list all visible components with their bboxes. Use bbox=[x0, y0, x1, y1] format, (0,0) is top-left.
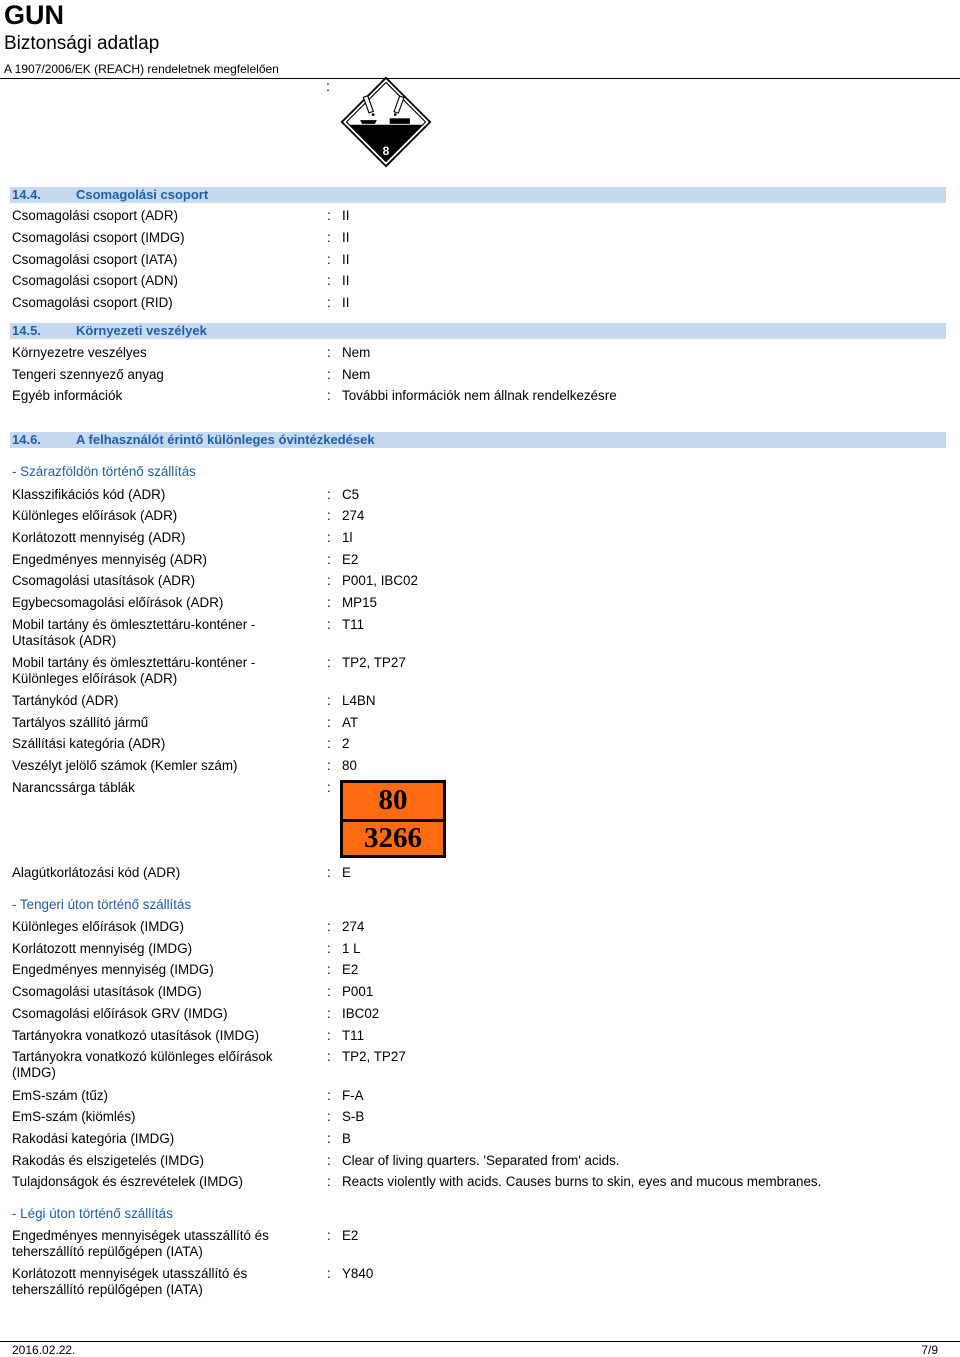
row-value: P001 bbox=[342, 984, 374, 999]
row-colon: : bbox=[327, 1228, 331, 1243]
row-value: P001, IBC02 bbox=[342, 573, 418, 588]
row-value: 1l bbox=[342, 530, 353, 545]
section-14-5-heading bbox=[10, 323, 946, 339]
row-value: B bbox=[342, 1131, 351, 1146]
row-label: Klasszifikációs kód (ADR) bbox=[12, 487, 166, 502]
row-value: Nem bbox=[342, 367, 371, 382]
row-label: Alagútkorlátozási kód (ADR) bbox=[12, 865, 181, 880]
row-label: Tartányokra vonatkozó utasítások (IMDG) bbox=[12, 1028, 260, 1043]
row-value: T11 bbox=[342, 1028, 365, 1043]
section-number: 14.5. bbox=[12, 323, 41, 338]
row-colon: : bbox=[327, 295, 331, 310]
row-value: AT bbox=[342, 715, 359, 730]
section-number: 14.6. bbox=[12, 432, 41, 447]
row-colon: : bbox=[327, 984, 331, 999]
regulation-note: A 1907/2006/EK (REACH) rendeletnek megfelelően bbox=[4, 62, 279, 76]
row-value: F-A bbox=[342, 1088, 364, 1103]
row-label: Narancssárga táblák bbox=[12, 780, 135, 795]
section-title: Csomagolási csoport bbox=[76, 187, 209, 202]
row-colon: : bbox=[327, 508, 331, 523]
row-value: L4BN bbox=[342, 693, 376, 708]
row-label: Környezetre veszélyes bbox=[12, 345, 147, 360]
row-value: S-B bbox=[342, 1109, 365, 1124]
row-label: Engedményes mennyiség (IMDG) bbox=[12, 962, 214, 977]
row-colon: : bbox=[327, 573, 331, 588]
row-label: Tulajdonságok és észrevételek (IMDG) bbox=[12, 1174, 243, 1189]
row-value: E2 bbox=[342, 1228, 359, 1243]
row-colon: : bbox=[327, 1088, 331, 1103]
row-label: Csomagolási csoport (ADN) bbox=[12, 273, 178, 288]
row-colon: : bbox=[327, 1153, 331, 1168]
row-value: Reacts violently with acids. Causes burns to skin, eyes and mucous membranes. bbox=[342, 1174, 822, 1189]
row-colon: : bbox=[327, 1006, 331, 1021]
row-colon: : bbox=[327, 1109, 331, 1124]
row-label: Csomagolási utasítások (IMDG) bbox=[12, 984, 202, 999]
sea-transport-heading: - Tengeri úton történő szállítás bbox=[12, 897, 192, 912]
row-colon: : bbox=[327, 1028, 331, 1043]
row-label: Csomagolási csoport (RID) bbox=[12, 295, 173, 310]
header-divider bbox=[0, 78, 960, 79]
pictogram-colon: : bbox=[326, 78, 330, 94]
row-label: Korlátozott mennyiségek utasszállító és teherszállító repülőgépen (IATA) bbox=[12, 1266, 248, 1297]
row-value: 1 L bbox=[342, 941, 361, 956]
row-colon: : bbox=[327, 230, 331, 245]
row-colon: : bbox=[327, 780, 331, 795]
air-transport-heading: - Légi úton történő szállítás bbox=[12, 1206, 173, 1221]
row-value: TP2, TP27 bbox=[342, 1049, 406, 1064]
row-colon: : bbox=[327, 552, 331, 567]
row-colon: : bbox=[327, 595, 331, 610]
row-value: 80 bbox=[342, 758, 357, 773]
row-label: Szállítási kategória (ADR) bbox=[12, 736, 166, 751]
row-colon: : bbox=[327, 1266, 331, 1281]
row-label: Egyéb információk bbox=[12, 388, 123, 403]
row-value: II bbox=[342, 252, 350, 267]
row-label: Rakodási kategória (IMDG) bbox=[12, 1131, 175, 1146]
row-value: E2 bbox=[342, 962, 359, 977]
row-colon: : bbox=[327, 655, 331, 670]
row-colon: : bbox=[327, 617, 331, 632]
row-label: Tartányokra vonatkozó különleges előírások (IMDG) bbox=[12, 1049, 273, 1080]
row-value: T11 bbox=[342, 617, 365, 632]
document-header bbox=[4, 0, 279, 76]
row-colon: : bbox=[327, 919, 331, 934]
row-value: Y840 bbox=[342, 1266, 374, 1281]
row-label: Különleges előírások (IMDG) bbox=[12, 919, 184, 934]
row-colon: : bbox=[327, 252, 331, 267]
row-label: Csomagolási utasítások (ADR) bbox=[12, 573, 196, 588]
footer-divider bbox=[0, 1341, 960, 1342]
row-value: E2 bbox=[342, 552, 359, 567]
row-value: 274 bbox=[342, 919, 365, 934]
hazard-id-number: 80 bbox=[378, 784, 408, 816]
row-label: Korlátozott mennyiség (ADR) bbox=[12, 530, 186, 545]
row-colon: : bbox=[327, 273, 331, 288]
row-colon: : bbox=[327, 758, 331, 773]
section-title: A felhasználót érintő különleges óvintézkedések bbox=[76, 432, 375, 447]
row-value: IBC02 bbox=[342, 1006, 380, 1021]
un-number: 3266 bbox=[364, 822, 422, 854]
row-colon: : bbox=[327, 1131, 331, 1146]
row-label: Rakodás és elszigetelés (IMDG) bbox=[12, 1153, 205, 1168]
footer-page-number: 7/9 bbox=[921, 1343, 938, 1357]
row-colon: : bbox=[327, 530, 331, 545]
footer-date: 2016.02.22. bbox=[12, 1343, 76, 1357]
row-label: Engedményes mennyiségek utasszállító és teherszállító repülőgépen (IATA) bbox=[12, 1228, 269, 1259]
row-value: E bbox=[342, 865, 351, 880]
orange-hazard-plate bbox=[340, 780, 446, 858]
row-value: TP2, TP27 bbox=[342, 655, 406, 670]
row-value: MP15 bbox=[342, 595, 377, 610]
row-value: C5 bbox=[342, 487, 360, 502]
row-colon: : bbox=[327, 1174, 331, 1189]
row-colon: : bbox=[327, 345, 331, 360]
row-label: Tartályos szállító jármű bbox=[12, 715, 149, 730]
row-colon: : bbox=[327, 736, 331, 751]
row-colon: : bbox=[327, 208, 331, 223]
row-label: EmS-szám (tűz) bbox=[12, 1088, 108, 1103]
row-label: Csomagolási előírások GRV (IMDG) bbox=[12, 1006, 228, 1021]
row-colon: : bbox=[327, 865, 331, 880]
section-title: Környezeti veszélyek bbox=[76, 323, 207, 338]
row-value: További információk nem állnak rendelkezésre bbox=[342, 388, 617, 403]
land-transport-heading: - Szárazföldön történő szállítás bbox=[12, 464, 196, 479]
row-value: II bbox=[342, 295, 350, 310]
row-label: Tartánykód (ADR) bbox=[12, 693, 119, 708]
row-colon: : bbox=[327, 1049, 331, 1064]
row-label: Csomagolási csoport (ADR) bbox=[12, 208, 178, 223]
row-label: Mobil tartány és ömlesztettáru-konténer - Utasítások (ADR) bbox=[12, 617, 256, 648]
row-colon: : bbox=[327, 962, 331, 977]
corrosive-class-8-icon bbox=[340, 76, 432, 168]
document-subtitle: Biztonsági adatlap bbox=[4, 33, 160, 54]
row-colon: : bbox=[327, 487, 331, 502]
row-label: Engedményes mennyiség (ADR) bbox=[12, 552, 207, 567]
row-value: II bbox=[342, 208, 350, 223]
row-colon: : bbox=[327, 693, 331, 708]
row-colon: : bbox=[327, 367, 331, 382]
row-label: Mobil tartány és ömlesztettáru-konténer - Különleges előírások (ADR) bbox=[12, 655, 256, 686]
row-label: Csomagolási csoport (IATA) bbox=[12, 252, 178, 267]
row-label: Veszélyt jelölő számok (Kemler szám) bbox=[12, 758, 238, 773]
row-label: Csomagolási csoport (IMDG) bbox=[12, 230, 185, 245]
row-label: Korlátozott mennyiség (IMDG) bbox=[12, 941, 193, 956]
row-value: 2 bbox=[342, 736, 350, 751]
row-colon: : bbox=[327, 388, 331, 403]
row-value: 274 bbox=[342, 508, 365, 523]
document-title: GUN bbox=[4, 0, 64, 30]
row-label: Különleges előírások (ADR) bbox=[12, 508, 178, 523]
row-label: EmS-szám (kiömlés) bbox=[12, 1109, 136, 1124]
row-value: Nem bbox=[342, 345, 371, 360]
row-value: II bbox=[342, 230, 350, 245]
section-number: 14.4. bbox=[12, 187, 41, 202]
row-label: Egybecsomagolási előírások (ADR) bbox=[12, 595, 224, 610]
section-14-4-heading bbox=[10, 187, 946, 203]
row-value: II bbox=[342, 273, 350, 288]
section-14-6-heading bbox=[10, 432, 946, 448]
row-value: Clear of living quarters. 'Separated from' acids. bbox=[342, 1153, 620, 1168]
row-colon: : bbox=[327, 715, 331, 730]
row-label: Tengeri szennyező anyag bbox=[12, 367, 164, 382]
row-colon: : bbox=[327, 941, 331, 956]
class-number: 8 bbox=[382, 144, 390, 159]
